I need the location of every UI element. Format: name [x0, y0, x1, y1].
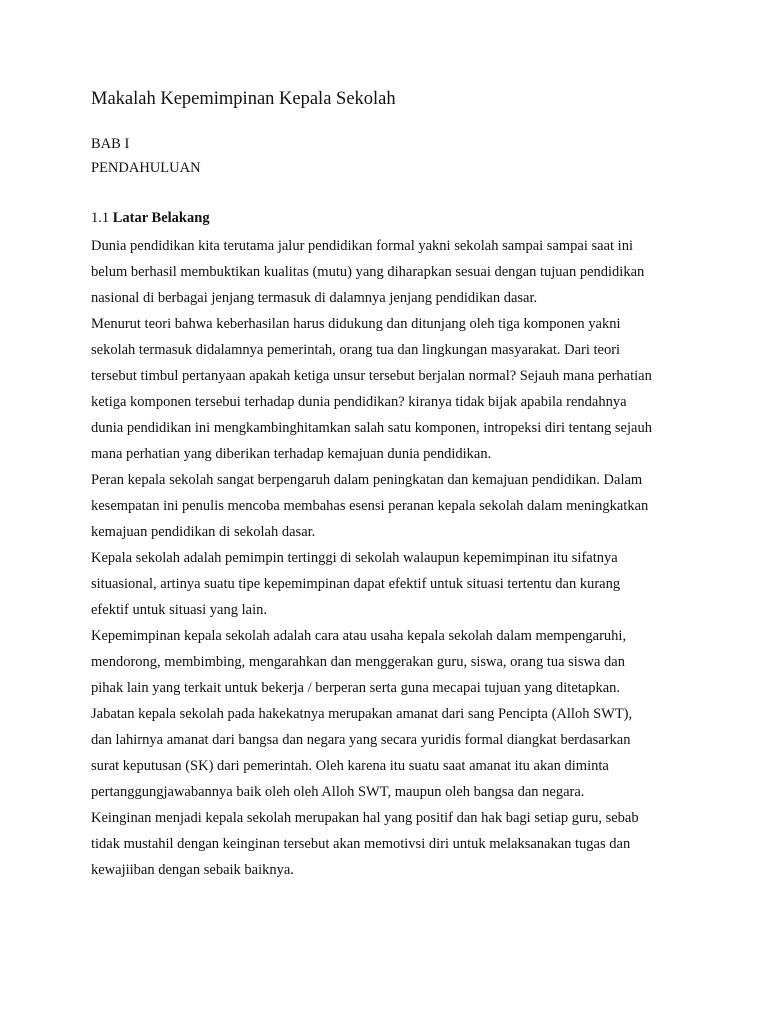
text-line: tersebut timbul pertanyaan apakah ketiga unsur tersebut berjalan normal? Sejauh mana perhatian [91, 368, 652, 384]
text-line: Menurut teori bahwa keberhasilan harus didukung dan ditunjang oleh tiga komponen yakni [91, 316, 621, 332]
chapter-label: BAB I [91, 136, 130, 152]
text-line: tidak mustahil dengan keinginan tersebut akan memotivsi diri untuk melaksanakan tugas dan [91, 836, 631, 852]
text-line: dunia pendidikan ini mengkambinghitamkan salah satu komponen, intropeksi diri tentang sejauh [91, 420, 652, 436]
text-line: Kepala sekolah adalah pemimpin tertinggi di sekolah walaupun kepemimpinan itu sifatnya [91, 550, 618, 566]
section-title: Latar Belakang [112, 210, 210, 226]
text-line: pertanggungjawabannya baik oleh oleh Alloh SWT, maupun oleh bangsa dan negara. [91, 784, 585, 800]
text-line: kesempatan ini penulis mencoba membahas esensi peranan kepala sekolah dalam meningkatkan [91, 498, 649, 514]
text-line: kewajiiban dengan sebaik baiknya. [91, 862, 294, 878]
text-line: dan lahirnya amanat dari bangsa dan negara yang secara yuridis formal diangkat berdasarkan [91, 732, 631, 748]
text-line: kemajuan pendidikan di sekolah dasar. [91, 524, 316, 540]
text-line: nasional di berbagai jenjang termasuk di dalamnya jenjang pendidikan dasar. [91, 290, 538, 306]
text-line: sekolah termasuk didalamnya pemerintah, orang tua dan lingkungan masyarakat. Dari teori [91, 342, 621, 358]
body-text [91, 233, 691, 883]
text-line: Peran kepala sekolah sangat berpengaruh dalam peningkatan dan kemajuan pendidikan. Dalam [91, 472, 643, 488]
text-line: Keinginan menjadi kepala sekolah merupakan hal yang positif dan hak bagi setiap guru, sebab [91, 810, 639, 826]
text-line: Jabatan kepala sekolah pada hakekatnya merupakan amanat dari sang Pencipta (Alloh SWT), [91, 706, 633, 722]
section-heading [91, 210, 210, 227]
text-line: belum berhasil membuktikan kualitas (mutu) yang diharapkan sesuai dengan tujuan pendidikan [91, 264, 645, 280]
text-line: surat keputusan (SK) dari pemerintah. Oleh karena itu suatu saat amanat itu akan diminta [91, 758, 609, 774]
document-title: Makalah Kepemimpinan Kepala Sekolah [91, 89, 396, 109]
chapter-title: PENDAHULUAN [91, 160, 201, 176]
text-line: mendorong, membimbing, mengarahkan dan menggerakan guru, siswa, orang tua siswa dan [91, 654, 625, 670]
text-line: ketiga komponen tersebui terhadap dunia pendidikan? kiranya tidak bijak apabila rendahnya [91, 394, 627, 410]
text-line: situasional, artinya suatu tipe kepemimpinan dapat efektif untuk situasi tertentu dan kurang [91, 576, 621, 592]
text-line: mana perhatian yang diberikan terhadap kemajuan dunia pendidikan. [91, 446, 492, 462]
text-line: Dunia pendidikan kita terutama jalur pendidikan formal yakni sekolah sampai sampai saat ini [91, 238, 633, 254]
text-line: pihak lain yang terkait untuk bekerja / berperan serta guna mecapai tujuan yang ditetapkan. [91, 680, 621, 696]
text-line: Kepemimpinan kepala sekolah adalah cara atau usaha kepala sekolah dalam mempengaruhi, [91, 628, 627, 644]
section-number: 1.1 [91, 210, 110, 226]
text-line: efektif untuk situasi yang lain. [91, 602, 267, 618]
